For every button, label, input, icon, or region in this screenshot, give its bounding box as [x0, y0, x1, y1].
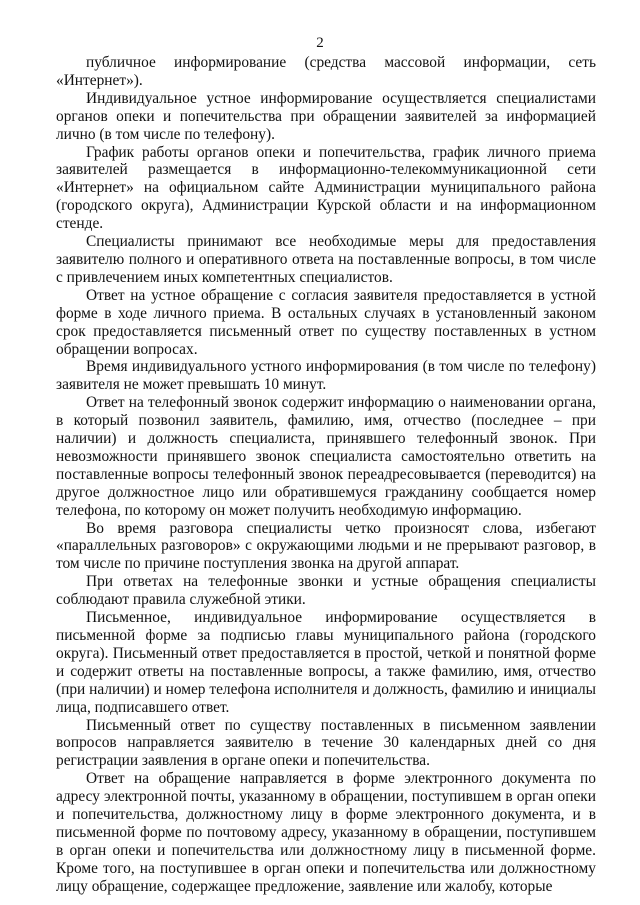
- document-body: [56, 54, 596, 896]
- paragraph-continuation: публичное информирование (средства массовой информации, сеть «Интернет»).: [56, 54, 596, 89]
- paragraph-ethics: При ответах на телефонные звонки и устные обращения специалисты соблюдают правила служебной этики.: [56, 573, 596, 609]
- paragraph-written-informing: Письменное, индивидуальное информирование осуществляется в письменной форме за подписью главы муниципального района (городского округа). Письменный ответ предоставляется в простой, четкой и понятной форме и содержит ответы на поставленные вопросы, а также фамилию, имя, отчество (при наличии) и номер телефона исполнителя и должность, фамилию и инициалы лица, подписавшего ответ.: [56, 609, 596, 716]
- paragraph-work-schedule: График работы органов опеки и попечительства, график личного приема заявителей размещается в информационно-телекоммуникационной сети «Интернет» на официальном сайте Администрации муниципального района (городского округа), Администрации Курской области и на информационном стенде.: [56, 143, 596, 233]
- paragraph-electronic-reply: Ответ на обращение направляется в форме электронного документа по адресу электронной почты, указанному в обращении, поступившем в орган опеки и попечительства, должностному лицу в форме электронного документа, и в письменной форме по почтовому адресу, указанному в обращении, поступившем в орган опеки и попечительства или должностному лицу в письменной форме. Кроме того, на поступившее в орган опеки и попечительства или должностному лицу обращение, содержащее предложение, заявление или жалобу, которые: [56, 770, 596, 895]
- paragraph-written-reply-term: Письменный ответ по существу поставленных в письменном заявлении вопросов направляется заявителю в течение 30 календарных дней со дня регистрации заявления в органе опеки и попечительства.: [56, 716, 596, 770]
- paragraph-conversation: Во время разговора специалисты четко произносят слова, избегают «параллельных разговоров» с окружающими людьми и не прерывают разговор, в том числе по причине поступления звонка на другой аппарат.: [56, 519, 596, 573]
- page-number: 2: [316, 35, 324, 51]
- paragraph-phone-call: Ответ на телефонный звонок содержит информацию о наименовании органа, в который позвонил заявитель, фамилию, имя, отчество (последнее – при наличии) и должность специалиста, принявшего телефонный звонок. При невозможности принявшего звонок специалиста самостоятельно ответить на поставленные вопросы телефонный звонок переадресовывается (переводится) на другое должностное лицо или обратившемуся гражданину сообщается номер телефона, по которому он может получить необходимую информацию.: [56, 394, 596, 519]
- paragraph-oral-reply: Ответ на устное обращение с согласия заявителя предоставляется в устной форме в ходе личного приема. В остальных случаях в установленный законом срок предоставляется письменный ответ по существу поставленных в устном обращении вопросах.: [56, 286, 596, 358]
- paragraph-specialists-measures: Специалисты принимают все необходимые меры для предоставления заявителю полного и оперативного ответа на поставленные вопросы, в том числе с привлечением иных компетентных специалистов.: [56, 233, 596, 286]
- paragraph-time-limit: Время индивидуального устного информирования (в том числе по телефону) заявителя не может превышать 10 минут.: [56, 358, 596, 394]
- paragraph-oral-informing: Индивидуальное устное информирование осуществляется специалистами органов опеки и попечительства при обращении заявителей за информацией лично (в том числе по телефону).: [56, 89, 596, 143]
